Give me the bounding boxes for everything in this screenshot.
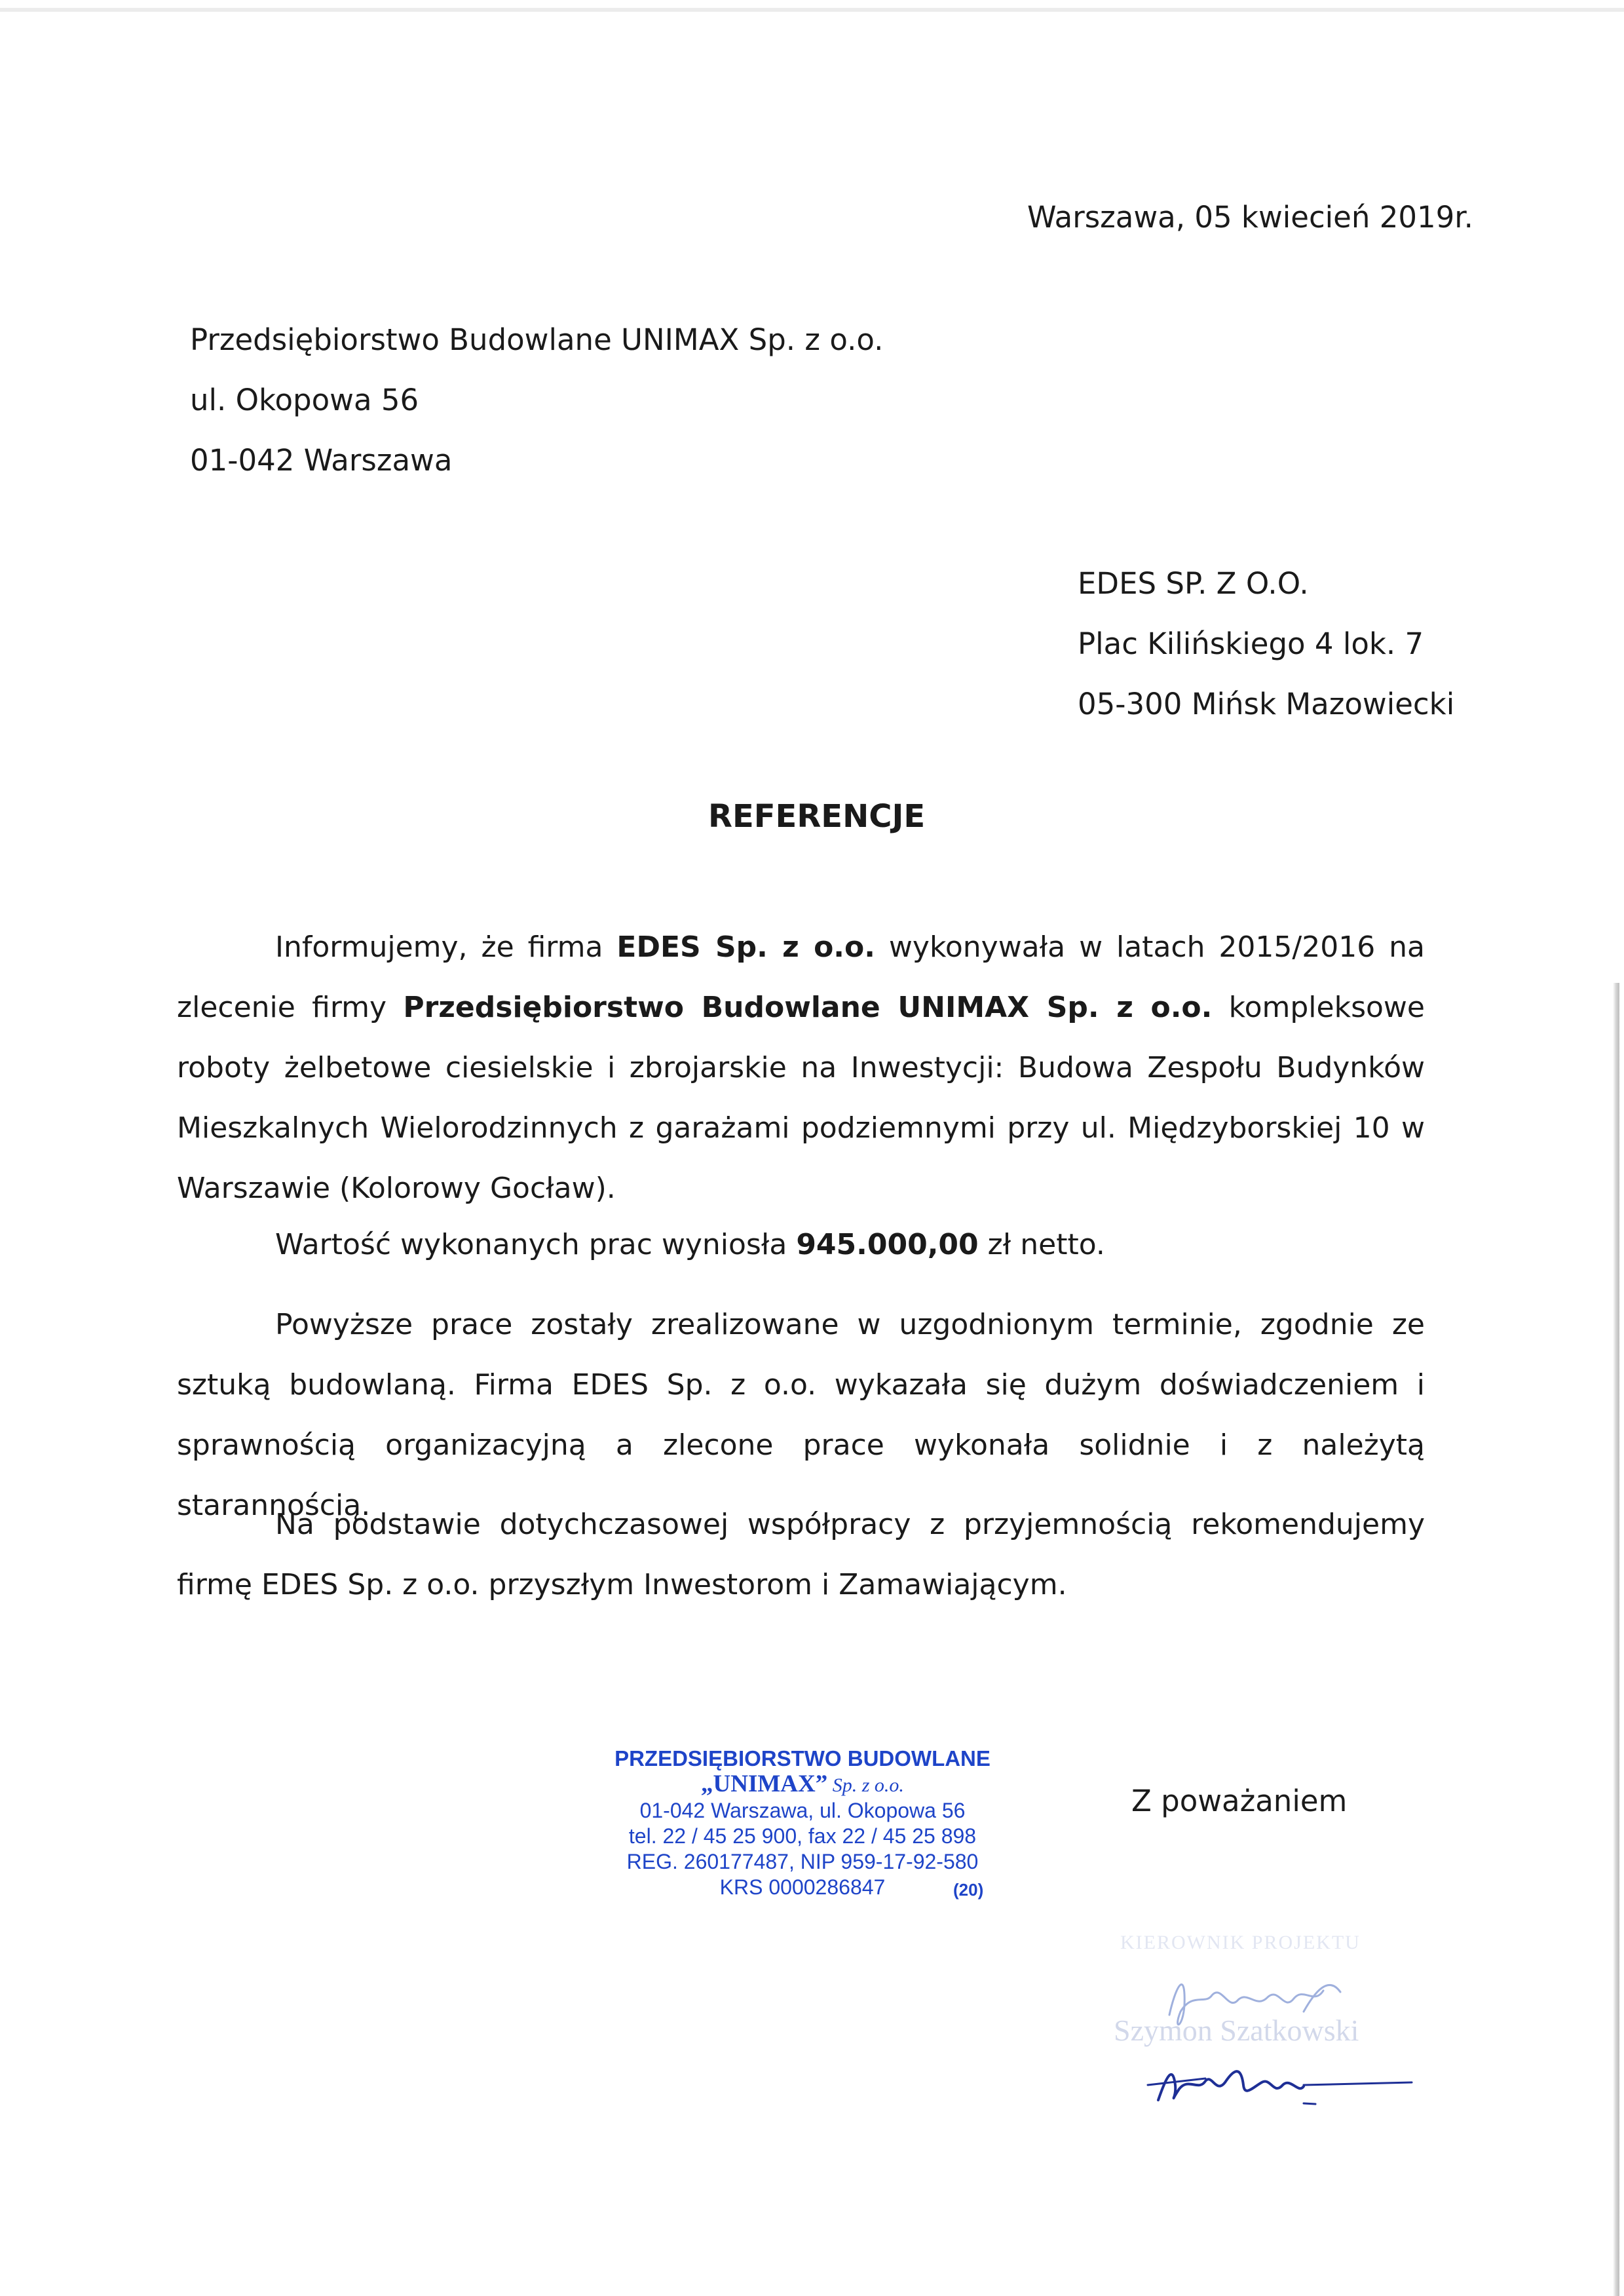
stamp-line: tel. 22 / 45 25 900, fax 22 / 45 25 898 bbox=[628, 1824, 977, 1848]
stamp-company-name: „UNIMAX” bbox=[701, 1770, 828, 1797]
stamp-number: (20) bbox=[953, 1880, 984, 1900]
text: Informujemy, że firma bbox=[275, 930, 617, 964]
bold-company-unimax: Przedsiębiorstwo Budowlane UNIMAX Sp. z o.o. bbox=[403, 991, 1213, 1024]
handwritten-signature bbox=[1107, 1913, 1422, 2130]
stamp-line: PRZEDSIĘBIORSTWO BUDOWLANE bbox=[614, 1746, 991, 1770]
text: wykonywała w latach 2015/2016 na zlecenie firmy bbox=[177, 930, 1426, 1024]
signature-stamp-name: Szymon Szatkowski bbox=[1114, 2014, 1359, 2047]
signature-block bbox=[1107, 1913, 1422, 2130]
sender-line: Przedsiębiorstwo Budowlane UNIMAX Sp. z o.o. bbox=[190, 322, 884, 357]
text: Wartość wykonanych prac wyniosła bbox=[275, 1228, 797, 1261]
document-title: REFERENCJE bbox=[708, 798, 926, 835]
recipient-line: 05-300 Mińsk Mazowiecki bbox=[1078, 687, 1455, 721]
text: kompleksowe roboty żelbetowe ciesielskie i zbrojarskie na Inwestycji: Budowa Zespołu Budynków Mieszkalnych Wielorodzinnych z garażami podziemnymi przy ul. Międzyborskiej 10 w Warszawie (Kolorowy Gocław). bbox=[177, 991, 1425, 1205]
paragraph-text: Na podstawie dotychczasowej współpracy z przyjemnością rekomendujemy firmę EDES Sp. z o.o. przyszłym Inwestorom i Zamawiającym. bbox=[177, 1508, 1425, 1601]
stamp-line: 01-042 Warszawa, ul. Okopowa 56 bbox=[639, 1799, 966, 1822]
text: zł netto. bbox=[978, 1228, 1105, 1261]
paragraph-text: Powyższe prace zostały zrealizowane w uzgodnionym terminie, zgodnie ze sztuką budowlaną. Firma EDES Sp. z o.o. wykazała się dużym doświadczeniem i sprawnością organizacyjną a zlecone prace wykonała solidnie i z należytą starannością. bbox=[177, 1308, 1425, 1522]
stamp-krs: KRS 0000286847 bbox=[719, 1875, 886, 1899]
paragraph-1 bbox=[177, 917, 1425, 1219]
sender-address bbox=[190, 310, 883, 491]
bold-amount: 945.000,00 bbox=[796, 1228, 979, 1261]
paragraph-2 bbox=[177, 1215, 1425, 1275]
company-stamp bbox=[590, 1746, 1015, 1900]
scan-edge-right bbox=[1613, 983, 1619, 2296]
stamp-line bbox=[590, 1875, 1015, 1900]
scan-edge-top bbox=[0, 8, 1624, 12]
closing-text: Z poważaniem bbox=[1131, 1784, 1348, 1818]
recipient-address bbox=[1078, 554, 1454, 735]
letter-date: Warszawa, 05 kwiecień 2019r. bbox=[1027, 200, 1473, 235]
stamp-company-suffix: Sp. z o.o. bbox=[827, 1774, 904, 1796]
bold-company-edes: EDES Sp. z o.o. bbox=[616, 930, 875, 964]
signature-stamp-title: KIEROWNIK PROJEKTU bbox=[1120, 1932, 1361, 1953]
sender-line: 01-042 Warszawa bbox=[190, 443, 453, 478]
sender-line: ul. Okopowa 56 bbox=[190, 383, 419, 417]
paragraph-4 bbox=[177, 1495, 1425, 1615]
recipient-line: EDES SP. Z O.O. bbox=[1078, 566, 1309, 601]
recipient-line: Plac Kilińskiego 4 lok. 7 bbox=[1078, 626, 1424, 661]
stamp-line: REG. 260177487, NIP 959-17-92-580 bbox=[626, 1850, 979, 1873]
stamp-line bbox=[590, 1771, 1015, 1798]
